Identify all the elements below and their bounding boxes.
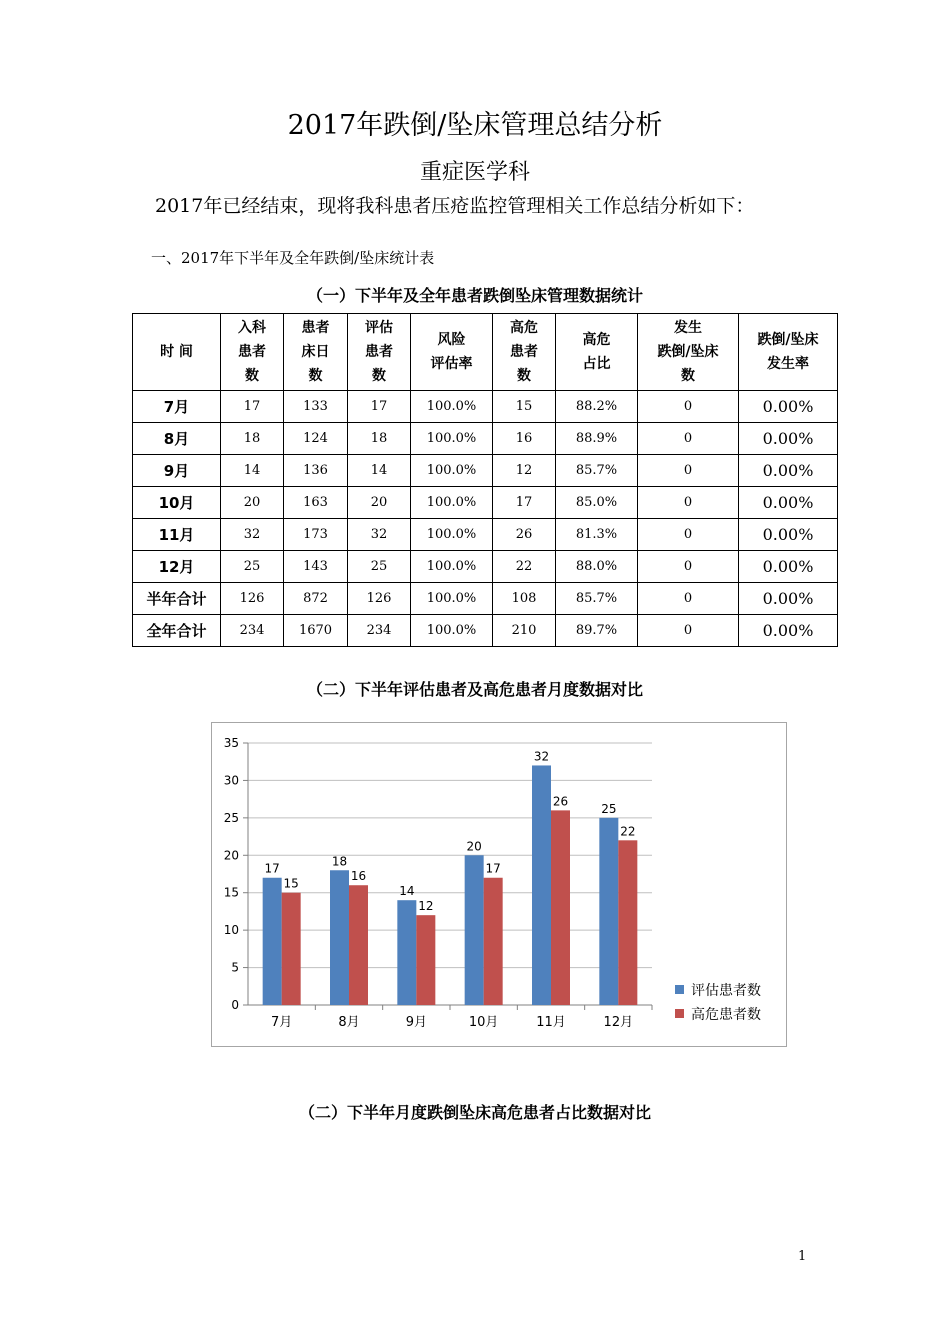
data-label: 26 xyxy=(552,794,569,809)
bar-assessed xyxy=(397,900,416,1005)
table-cell: 85.7% xyxy=(556,455,638,487)
table-cell: 17 xyxy=(493,487,556,519)
table-row xyxy=(133,519,838,551)
table-row xyxy=(133,423,838,455)
table-row xyxy=(133,615,838,647)
header-line: 发生率 xyxy=(767,356,809,372)
header-cell xyxy=(221,314,284,391)
table-cell: 143 xyxy=(284,551,348,583)
table-cell: 16 xyxy=(493,423,556,455)
table-cell: 0 xyxy=(638,615,739,647)
table-cell: 26 xyxy=(493,519,556,551)
header-line: 风险 xyxy=(437,332,466,348)
table-cell: 0.00% xyxy=(739,487,838,519)
legend-label: 评估患者数 xyxy=(691,983,761,999)
bar-assessed xyxy=(599,818,618,1005)
y-tick-label: 25 xyxy=(223,810,239,825)
header-cell xyxy=(411,314,493,391)
table-cell: 0.00% xyxy=(739,391,838,423)
stats-table xyxy=(132,313,838,647)
bar-high-risk xyxy=(282,893,301,1005)
legend-swatch xyxy=(675,1009,684,1018)
table-cell: 234 xyxy=(221,615,284,647)
header-line: 床日 xyxy=(301,344,330,360)
table-cell: 12 xyxy=(493,455,556,487)
section-heading-1: 一、2017年下半年及全年跌倒/坠床统计表 xyxy=(151,249,435,267)
intro-text: 2017年已经结束，现将我科患者压疮监控管理相关工作总结分析如下： xyxy=(155,195,755,217)
x-tick-label: 9月 xyxy=(405,1015,427,1030)
table-cell: 100.0% xyxy=(411,487,493,519)
table-cell: 126 xyxy=(348,583,411,615)
bar-high-risk xyxy=(416,915,435,1005)
table-cell: 25 xyxy=(221,551,284,583)
table-cell: 0.00% xyxy=(739,615,838,647)
department-name: 重症医学科 xyxy=(419,160,530,185)
data-label: 22 xyxy=(620,824,636,839)
x-tick-label: 11月 xyxy=(536,1015,566,1030)
table-cell: 100.0% xyxy=(411,391,493,423)
table-cell: 108 xyxy=(493,583,556,615)
data-label: 20 xyxy=(466,839,482,854)
x-tick-label: 12月 xyxy=(603,1015,634,1030)
y-tick-label: 10 xyxy=(223,923,239,938)
table-cell: 20 xyxy=(221,487,284,519)
bar-high-risk xyxy=(551,810,570,1005)
table-cell: 22 xyxy=(493,551,556,583)
x-tick-label: 10月 xyxy=(468,1015,499,1030)
header-cell xyxy=(348,314,411,391)
header-cell xyxy=(133,314,221,391)
bar-high-risk xyxy=(349,885,368,1005)
data-label: 32 xyxy=(533,749,550,764)
header-line: 数 xyxy=(517,368,531,384)
table-cell: 210 xyxy=(493,615,556,647)
header-line: 患者 xyxy=(238,344,266,360)
header-line: 数 xyxy=(372,368,386,384)
header-line: 患者 xyxy=(365,344,393,360)
header-cell xyxy=(556,314,638,391)
data-label: 17 xyxy=(264,861,280,876)
table-cell: 136 xyxy=(284,455,348,487)
table-row xyxy=(133,455,838,487)
table-cell: 0 xyxy=(638,455,739,487)
table-cell: 89.7% xyxy=(556,615,638,647)
header-line: 评估率 xyxy=(430,356,473,372)
bar-assessed xyxy=(330,870,349,1005)
table-cell: 0 xyxy=(638,519,739,551)
header-cell xyxy=(493,314,556,391)
table-cell: 872 xyxy=(284,583,348,615)
data-label: 12 xyxy=(418,899,434,914)
header-line: 占比 xyxy=(582,356,611,372)
table-row xyxy=(133,551,838,583)
legend-swatch xyxy=(675,985,684,994)
table-cell: 100.0% xyxy=(411,423,493,455)
row-label-cell: 半年合计 xyxy=(133,583,221,615)
table-cell: 15 xyxy=(493,391,556,423)
y-tick-label: 5 xyxy=(231,960,239,975)
table-cell: 100.0% xyxy=(411,615,493,647)
row-label-cell: 9月 xyxy=(133,455,221,487)
page-number: 1 xyxy=(798,1249,807,1264)
document-title: 2017年跌倒/坠床管理总结分析 xyxy=(287,110,663,141)
table-cell: 32 xyxy=(348,519,411,551)
table-cell: 0 xyxy=(638,391,739,423)
table-row xyxy=(133,583,838,615)
chart-svg xyxy=(212,723,786,1046)
header-line: 患者 xyxy=(301,320,330,336)
header-cell xyxy=(638,314,739,391)
next-caption: （二）下半年月度跌倒坠床高危患者占比数据对比 xyxy=(298,1103,651,1122)
table-cell: 88.9% xyxy=(556,423,638,455)
table-cell: 163 xyxy=(284,487,348,519)
bar-assessed xyxy=(263,878,282,1005)
header-line: 时 间 xyxy=(160,344,193,360)
table-cell: 0.00% xyxy=(739,519,838,551)
y-tick-label: 15 xyxy=(223,885,239,900)
table-cell: 0 xyxy=(638,423,739,455)
row-label-cell: 12月 xyxy=(133,551,221,583)
data-label: 15 xyxy=(283,876,299,891)
table-cell: 133 xyxy=(284,391,348,423)
x-tick-label: 8月 xyxy=(338,1015,360,1030)
table-cell: 18 xyxy=(348,423,411,455)
table-cell: 0 xyxy=(638,551,739,583)
table-cell: 88.0% xyxy=(556,551,638,583)
y-tick-label: 35 xyxy=(223,736,239,750)
header-line: 数 xyxy=(308,368,323,384)
table-cell: 81.3% xyxy=(556,519,638,551)
row-label-cell: 全年合计 xyxy=(133,615,221,647)
bar-high-risk xyxy=(618,840,637,1005)
bar-chart xyxy=(211,722,787,1047)
header-line: 数 xyxy=(245,368,259,384)
table-cell: 14 xyxy=(221,455,284,487)
table-cell: 0 xyxy=(638,487,739,519)
table-cell: 0.00% xyxy=(739,423,838,455)
header-line: 高危 xyxy=(510,320,538,336)
table-cell: 100.0% xyxy=(411,551,493,583)
header-cell xyxy=(739,314,838,391)
row-label-cell: 7月 xyxy=(133,391,221,423)
data-label: 16 xyxy=(350,869,367,884)
table-body xyxy=(133,391,838,647)
header-line: 入科 xyxy=(238,320,266,336)
chart-caption: （二）下半年评估患者及高危患者月度数据对比 xyxy=(306,680,643,699)
header-line: 跌倒/坠床 xyxy=(757,332,819,348)
data-label: 14 xyxy=(399,884,415,899)
bar-assessed xyxy=(465,855,484,1005)
bar-assessed xyxy=(532,765,551,1005)
data-label: 25 xyxy=(601,801,617,816)
bar-high-risk xyxy=(484,878,503,1005)
intro-paragraph xyxy=(147,194,827,218)
data-label: 17 xyxy=(485,861,501,876)
header-line: 高危 xyxy=(582,332,611,348)
table-caption: （一）下半年及全年患者跌倒坠床管理数据统计 xyxy=(306,286,643,305)
table-cell: 85.0% xyxy=(556,487,638,519)
table-cell: 32 xyxy=(221,519,284,551)
header-line: 评估 xyxy=(365,320,393,336)
table-cell: 100.0% xyxy=(411,455,493,487)
table-cell: 0.00% xyxy=(739,583,838,615)
table-cell: 85.7% xyxy=(556,583,638,615)
table-cell: 25 xyxy=(348,551,411,583)
table-cell: 18 xyxy=(221,423,284,455)
row-label-cell: 8月 xyxy=(133,423,221,455)
header-line: 患者 xyxy=(510,344,538,360)
table-cell: 0.00% xyxy=(739,551,838,583)
legend-label: 高危患者数 xyxy=(691,1007,761,1023)
header-cell xyxy=(284,314,348,391)
x-tick-label: 7月 xyxy=(271,1015,293,1030)
row-label-cell: 11月 xyxy=(133,519,221,551)
table-cell: 17 xyxy=(348,391,411,423)
header-line: 发生 xyxy=(674,320,702,336)
table-cell: 100.0% xyxy=(411,583,493,615)
data-label: 18 xyxy=(331,854,348,869)
table-cell: 14 xyxy=(348,455,411,487)
table-cell: 1670 xyxy=(284,615,348,647)
table-cell: 20 xyxy=(348,487,411,519)
table-row xyxy=(133,487,838,519)
y-tick-label: 30 xyxy=(223,773,239,788)
header-line: 跌倒/坠床 xyxy=(657,344,719,360)
table-cell: 234 xyxy=(348,615,411,647)
table-header-row xyxy=(133,314,838,391)
table-cell: 0 xyxy=(638,583,739,615)
y-tick-label: 0 xyxy=(231,998,239,1012)
table-cell: 126 xyxy=(221,583,284,615)
table-cell: 100.0% xyxy=(411,519,493,551)
y-tick-label: 20 xyxy=(223,848,239,863)
table-cell: 124 xyxy=(284,423,348,455)
table-row xyxy=(133,391,838,423)
table-cell: 17 xyxy=(221,391,284,423)
header-line: 数 xyxy=(681,368,695,384)
table-cell: 0.00% xyxy=(739,455,838,487)
table-cell: 173 xyxy=(284,519,348,551)
row-label-cell: 10月 xyxy=(133,487,221,519)
table-cell: 88.2% xyxy=(556,391,638,423)
